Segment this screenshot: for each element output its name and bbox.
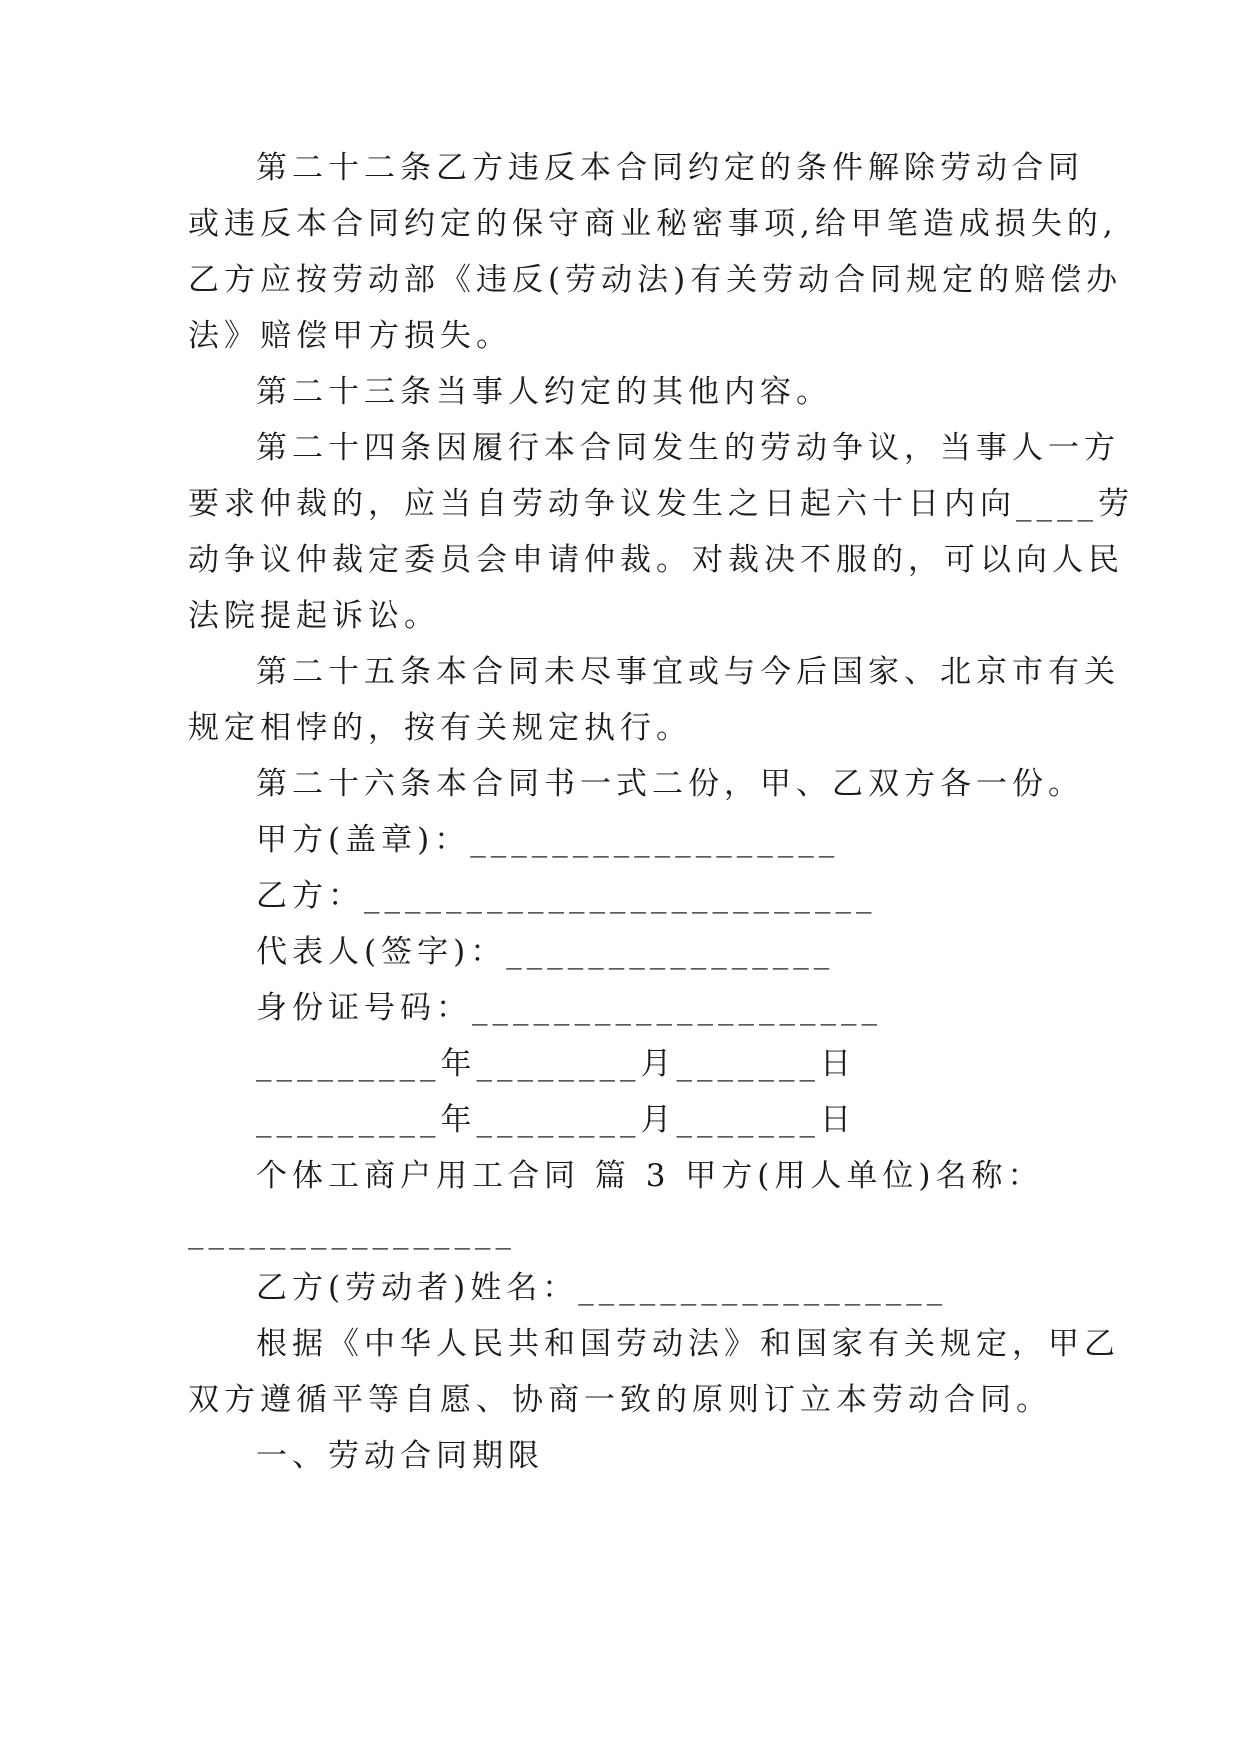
paragraph-article-24-line-1: 第二十四条因履行本合同发生的劳动争议，当事人一方 — [256, 430, 1120, 466]
employer-name-blank: ________________ — [188, 1214, 516, 1250]
preamble-line-2: 双方遵循平等自愿、协商一致的原则订立本劳动合同。 — [188, 1382, 1052, 1418]
paragraph-article-22-line-3: 乙方应按劳动部《违反(劳动法)有关劳动合同规定的赔偿办 — [188, 262, 1123, 298]
paragraph-article-25-line-2: 规定相悖的，按有关规定执行。 — [188, 710, 692, 746]
party-b-field: 乙方：_________________________ — [256, 878, 877, 914]
date-field-2: _________年________月_______日 — [256, 1102, 856, 1138]
id-number-field: 身份证号码：____________________ — [256, 990, 882, 1026]
paragraph-article-24-line-4: 法院提起诉讼。 — [188, 598, 440, 634]
paragraph-article-22-line-2: 或违反本合同约定的保守商业秘密事项,给甲笔造成损失的, — [188, 206, 1118, 242]
paragraph-article-24-line-3: 动争议仲裁定委员会申请仲裁。对裁决不服的，可以向人民 — [188, 542, 1124, 578]
worker-name-field: 乙方(劳动者)姓名：__________________ — [256, 1270, 948, 1306]
date-field-1: _________年________月_______日 — [256, 1046, 856, 1082]
preamble-line-1: 根据《中华人民共和国劳动法》和国家有关规定，甲乙 — [256, 1326, 1120, 1362]
paragraph-article-23: 第二十三条当事人约定的其他内容。 — [256, 374, 832, 410]
paragraph-article-24-line-2: 要求仲裁的，应当自劳动争议发生之日起六十日内向____劳 — [188, 486, 1134, 522]
representative-signature-field: 代表人(签字)：________________ — [256, 934, 835, 970]
paragraph-article-25-line-1: 第二十五条本合同未尽事宜或与今后国家、北京市有关 — [256, 654, 1120, 690]
party-a-seal-field: 甲方(盖章)：__________________ — [256, 822, 840, 858]
paragraph-article-22-line-4: 法》赔偿甲方损失。 — [188, 318, 512, 354]
paragraph-article-22-line-1: 第二十二条乙方违反本合同约定的条件解除劳动合同 — [256, 150, 1084, 186]
section-3-heading-employer-name: 个体工商户用工合同 篇 3 甲方(用人单位)名称： — [256, 1158, 1044, 1194]
contract-term-heading: 一、劳动合同期限 — [256, 1438, 544, 1474]
paragraph-article-26: 第二十六条本合同书一式二份，甲、乙双方各一份。 — [256, 766, 1084, 802]
